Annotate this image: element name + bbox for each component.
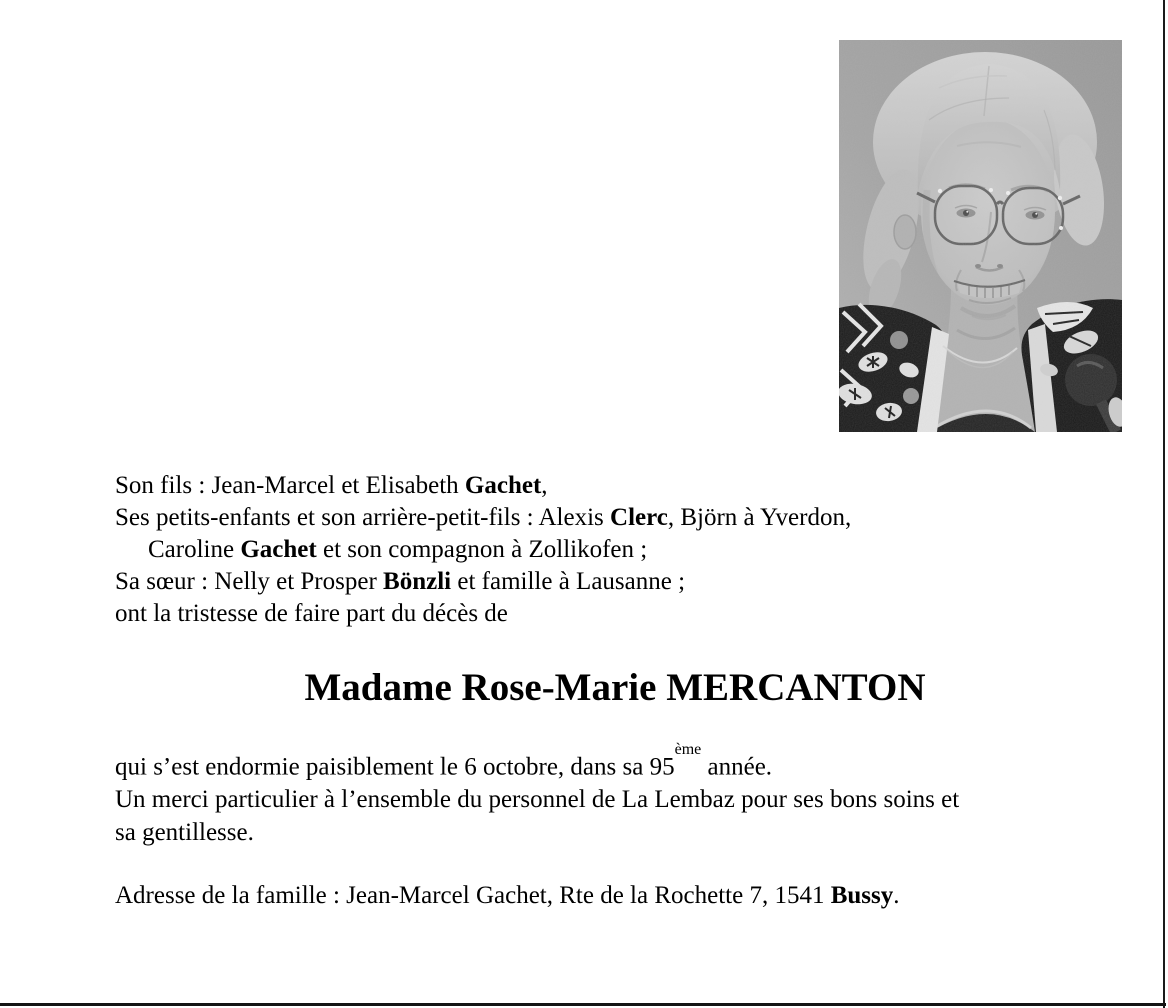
family-line2-surname: Clerc	[610, 504, 668, 531]
family-line	[115, 534, 1125, 566]
family-line1-tail: ,	[541, 472, 548, 499]
family-line1-surname: Gachet	[464, 472, 542, 499]
message-line	[115, 816, 1127, 849]
address-text: Adresse de la famille : Jean-Marcel Gachet, Rte de la Rochette 7, 1541	[115, 882, 831, 909]
announcement-sentence	[115, 598, 1125, 630]
message-line	[115, 741, 1127, 783]
message-paragraph	[115, 741, 1127, 849]
deceased-name-title: Madame Rose-Marie MERCANTON	[304, 666, 926, 709]
scan-edge-right	[1163, 0, 1165, 1008]
message-line1-tail: année.	[701, 753, 773, 781]
family-line3-surname: Gachet	[240, 536, 317, 563]
family-line	[115, 470, 1125, 502]
message-line2-text: Un merci particulier à l’ensemble du personnel de La Lembaz pour ses bons soins et	[115, 786, 960, 814]
address-tail: .	[893, 882, 900, 909]
family-line5-text: ont la tristesse de faire part du décès de	[115, 600, 508, 627]
family-line4-text: Sa sœur : Nelly et Prosper	[115, 568, 384, 595]
family-line2-text: Ses petits-enfants et son arrière-petit-fils : Alexis	[115, 504, 611, 531]
family-line4-surname: Bönzli	[383, 568, 452, 595]
family-address-line	[115, 880, 1127, 912]
family-paragraph	[115, 470, 1125, 630]
message-line1-text: qui s’est endormie paisiblement le 6 octobre, dans sa 95	[115, 753, 675, 781]
message-line	[115, 783, 1127, 816]
portrait-photo	[839, 40, 1122, 432]
family-line3-tail: et son compagnon à Zollikofen ;	[316, 536, 648, 563]
scan-edge-bottom	[0, 1003, 1166, 1006]
family-line1-text: Son fils : Jean-Marcel et Elisabeth	[115, 472, 465, 499]
family-line	[115, 502, 1125, 534]
photo-grain	[839, 40, 1122, 432]
ordinal-superscript: ème	[674, 741, 702, 758]
family-line3-text: Caroline	[148, 536, 241, 563]
portrait-photo-art	[839, 40, 1122, 432]
family-line2-tail: , Björn à Yverdon,	[667, 504, 852, 531]
family-line	[115, 566, 1125, 598]
message-line3-text: sa gentillesse.	[115, 819, 254, 847]
family-line4-tail: et famille à Lausanne ;	[451, 568, 686, 595]
address-locality: Bussy	[830, 882, 894, 909]
